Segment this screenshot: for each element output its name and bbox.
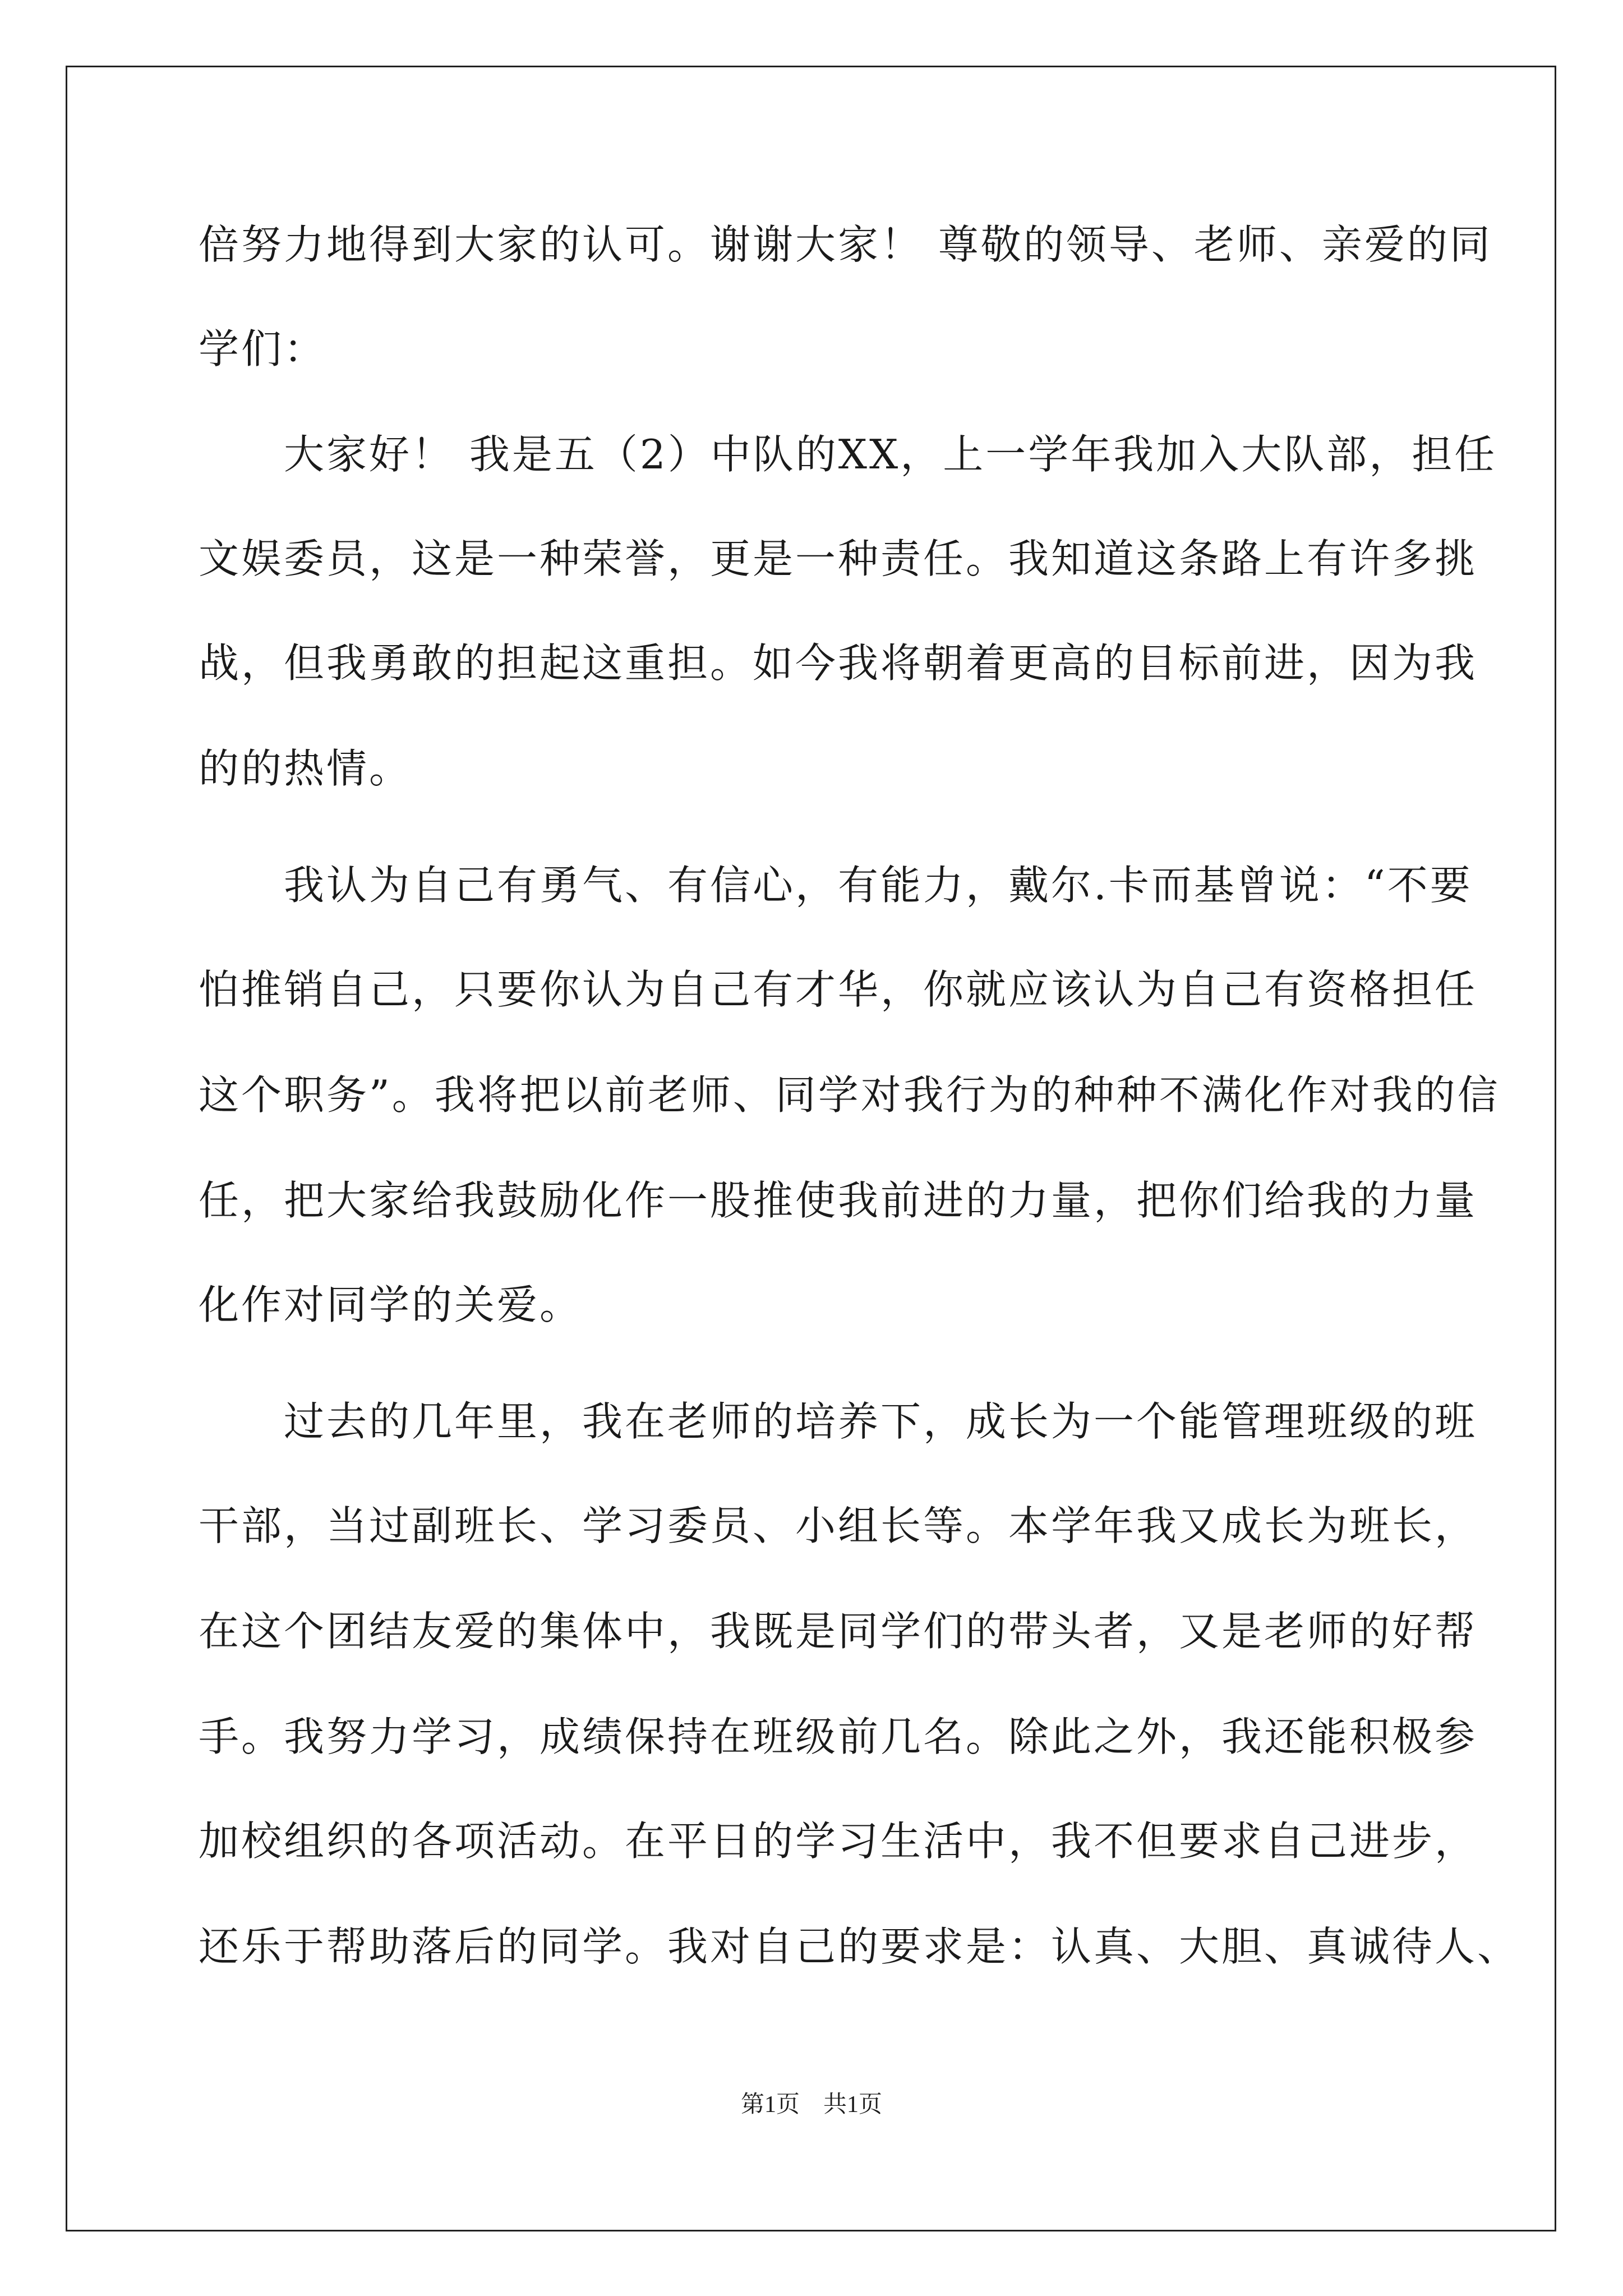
text-line: 的的热情。 (199, 745, 412, 792)
text-line: 大家好！ 我是五（2）中队的XX，上一学年我加入大队部，担任 (199, 431, 1497, 478)
text-line: 化作对同学的关爱。 (199, 1281, 583, 1328)
text-line: 倍努力地得到大家的认可。谢谢大家！ 尊敬的领导、老师、亲爱的同 (199, 221, 1492, 268)
text-line: 干部，当过副班长、学习委员、小组长等。本学年我又成长为班长， (199, 1502, 1478, 1549)
text-line: 还乐于帮助落后的同学。我对自己的要求是：认真、大胆、真诚待人、 (199, 1923, 1520, 1970)
text-line: 怕推销自己，只要你认为自己有才华，你就应该认为自己有资格担任 (199, 966, 1478, 1013)
text-line: 战，但我勇敢的担起这重担。如今我将朝着更高的目标前进，因为我 (199, 639, 1478, 687)
text-line: 文娱委员，这是一种荣誉，更是一种责任。我知道这条路上有许多挑 (199, 535, 1478, 582)
page-border (66, 66, 1556, 2231)
text-line: 任，把大家给我鼓励化作一股推使我前进的力量，把你们给我的力量 (199, 1177, 1478, 1224)
text-line: 在这个团结友爱的集体中，我既是同学们的带头者，又是老师的好帮 (199, 1608, 1478, 1655)
text-line: 手。我努力学习，成绩保持在班级前几名。除此之外，我还能积极参 (199, 1713, 1478, 1760)
text-line: 我认为自己有勇气、有信心，有能力，戴尔.卡而基曾说：“不要 (199, 862, 1473, 909)
text-line: 学们： (199, 325, 327, 372)
text-line: 加校组织的各项活动。在平日的学习生活中，我不但要求自己进步， (199, 1818, 1478, 1865)
text-line: 这个职务”。我将把以前老师、同学对我行为的种种不满化作对我的信 (199, 1071, 1500, 1119)
text-line: 过去的几年里，我在老师的培养下，成长为一个能管理班级的班 (199, 1398, 1478, 1445)
page-number-footer: 第1页 共1页 (740, 2092, 882, 2118)
